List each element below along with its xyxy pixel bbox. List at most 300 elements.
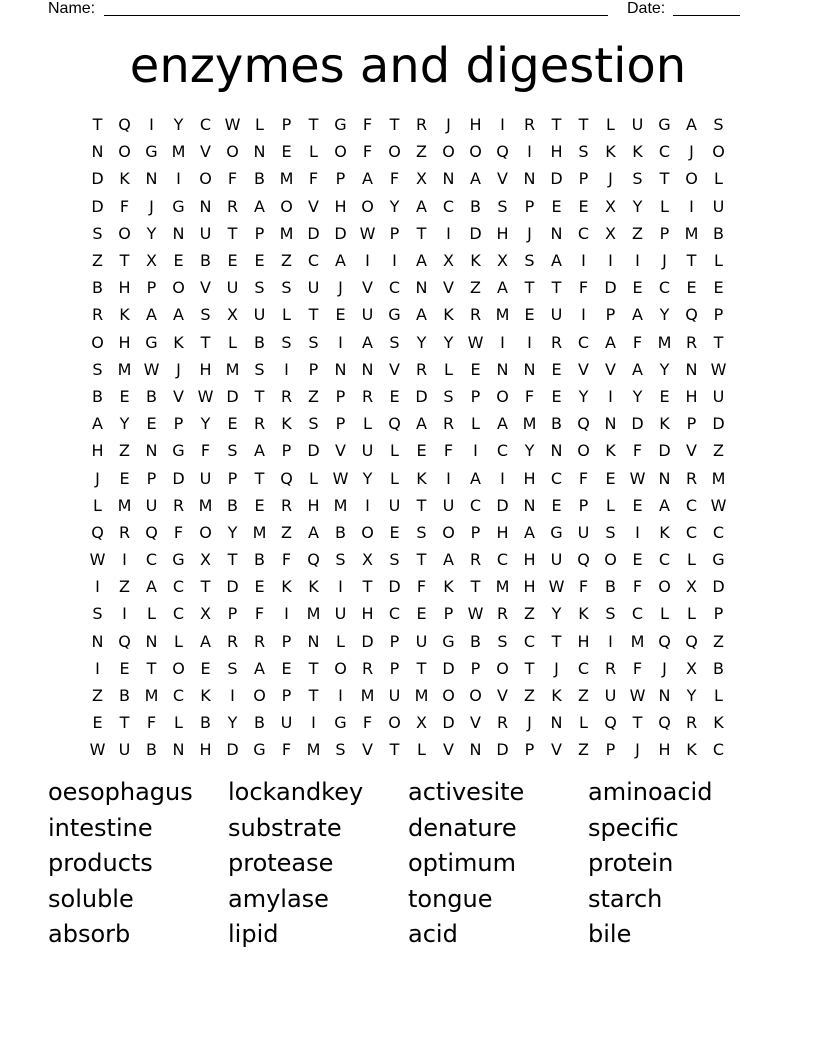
grid-letter[interactable]: K <box>200 686 211 706</box>
grid-letter[interactable]: I <box>230 686 235 706</box>
grid-letter[interactable]: E <box>119 468 130 488</box>
grid-letter[interactable]: P <box>713 604 724 624</box>
grid-letter[interactable]: H <box>523 468 536 488</box>
grid-letter[interactable]: A <box>200 631 211 651</box>
grid-letter[interactable]: M <box>495 305 510 325</box>
grid-letter[interactable]: O <box>334 142 347 162</box>
grid-letter[interactable]: K <box>632 142 643 162</box>
grid-letter[interactable]: I <box>500 468 505 488</box>
grid-letter[interactable]: I <box>581 251 586 271</box>
grid-letter[interactable]: I <box>311 713 316 733</box>
grid-letter[interactable]: F <box>281 550 292 570</box>
grid-letter[interactable]: Z <box>578 740 589 760</box>
grid-letter[interactable]: J <box>527 223 532 243</box>
grid-letter[interactable]: L <box>309 142 318 162</box>
grid-letter[interactable]: C <box>199 115 212 135</box>
grid-letter[interactable]: J <box>176 359 181 379</box>
grid-letter[interactable]: U <box>631 115 644 135</box>
grid-letter[interactable]: G <box>145 332 158 352</box>
grid-letter[interactable]: N <box>658 686 671 706</box>
grid-letter[interactable]: F <box>632 658 643 678</box>
grid-letter[interactable]: B <box>470 196 481 216</box>
grid-letter[interactable]: P <box>308 359 319 379</box>
grid-letter[interactable]: C <box>631 604 644 624</box>
grid-letter[interactable]: J <box>95 468 100 488</box>
grid-letter[interactable]: K <box>173 332 184 352</box>
grid-letter[interactable]: Q <box>604 713 617 733</box>
grid-letter[interactable]: A <box>605 332 616 352</box>
grid-letter[interactable]: C <box>550 468 563 488</box>
grid-letter[interactable]: A <box>551 251 562 271</box>
grid-letter[interactable]: E <box>416 441 427 461</box>
grid-letter[interactable]: W <box>467 332 484 352</box>
grid-letter[interactable]: S <box>281 278 292 298</box>
grid-letter[interactable]: B <box>470 631 481 651</box>
grid-letter[interactable]: F <box>173 522 184 542</box>
grid-letter[interactable]: S <box>389 550 400 570</box>
grid-letter[interactable]: H <box>469 115 482 135</box>
grid-letter[interactable]: Q <box>496 142 509 162</box>
grid-letter[interactable]: N <box>550 713 563 733</box>
grid-letter[interactable]: I <box>608 631 613 651</box>
grid-letter[interactable]: K <box>551 686 562 706</box>
grid-letter[interactable]: V <box>605 359 616 379</box>
grid-letter[interactable]: R <box>469 550 482 570</box>
grid-letter[interactable]: B <box>146 386 157 406</box>
grid-letter[interactable]: L <box>336 631 345 651</box>
grid-letter[interactable]: I <box>527 332 532 352</box>
grid-letter[interactable]: I <box>608 386 613 406</box>
grid-letter[interactable]: P <box>713 305 724 325</box>
grid-letter[interactable]: L <box>390 468 399 488</box>
grid-letter[interactable]: T <box>389 740 400 760</box>
grid-letter[interactable]: A <box>686 115 697 135</box>
grid-letter[interactable]: C <box>577 658 590 678</box>
grid-letter[interactable]: P <box>578 495 589 515</box>
grid-letter[interactable]: E <box>146 414 157 434</box>
grid-letter[interactable]: N <box>172 223 185 243</box>
grid-letter[interactable]: O <box>496 658 509 678</box>
grid-letter[interactable]: I <box>365 251 370 271</box>
grid-letter[interactable]: T <box>362 577 373 597</box>
grid-letter[interactable]: I <box>95 577 100 597</box>
grid-letter[interactable]: W <box>359 223 376 243</box>
grid-letter[interactable]: Y <box>686 686 697 706</box>
grid-letter[interactable]: B <box>92 386 103 406</box>
grid-letter[interactable]: S <box>335 550 346 570</box>
grid-letter[interactable]: P <box>605 305 616 325</box>
grid-letter[interactable]: W <box>89 740 106 760</box>
grid-letter[interactable]: O <box>712 142 725 162</box>
grid-letter[interactable]: U <box>118 740 131 760</box>
grid-letter[interactable]: L <box>174 631 183 651</box>
grid-letter[interactable]: Z <box>632 223 643 243</box>
grid-letter[interactable]: M <box>684 223 699 243</box>
grid-letter[interactable]: B <box>200 713 211 733</box>
grid-letter[interactable]: M <box>198 495 213 515</box>
grid-letter[interactable]: X <box>686 577 697 597</box>
grid-letter[interactable]: J <box>662 658 667 678</box>
grid-letter[interactable]: L <box>687 604 696 624</box>
grid-letter[interactable]: J <box>608 169 613 189</box>
grid-letter[interactable]: Y <box>632 386 643 406</box>
grid-letter[interactable]: Q <box>118 631 131 651</box>
grid-letter[interactable]: F <box>362 142 373 162</box>
grid-letter[interactable]: V <box>470 713 481 733</box>
grid-letter[interactable]: W <box>467 604 484 624</box>
grid-letter[interactable]: O <box>172 658 185 678</box>
grid-letter[interactable]: W <box>224 115 241 135</box>
grid-letter[interactable]: B <box>146 740 157 760</box>
grid-letter[interactable]: J <box>554 658 559 678</box>
grid-letter[interactable]: I <box>635 251 640 271</box>
grid-letter[interactable]: M <box>711 468 726 488</box>
grid-letter[interactable]: I <box>149 115 154 135</box>
grid-letter[interactable]: I <box>176 169 181 189</box>
grid-letter[interactable]: O <box>442 686 455 706</box>
grid-letter[interactable]: Y <box>119 414 130 434</box>
grid-letter[interactable]: J <box>149 196 154 216</box>
grid-letter[interactable]: N <box>172 740 185 760</box>
grid-letter[interactable]: X <box>200 550 211 570</box>
grid-letter[interactable]: E <box>416 604 427 624</box>
grid-letter[interactable]: E <box>254 577 265 597</box>
grid-letter[interactable]: K <box>605 441 616 461</box>
grid-letter[interactable]: S <box>605 522 616 542</box>
grid-letter[interactable]: L <box>606 115 615 135</box>
grid-letter[interactable]: L <box>309 468 318 488</box>
grid-letter[interactable]: F <box>443 441 454 461</box>
grid-letter[interactable]: O <box>658 577 671 597</box>
grid-letter[interactable]: L <box>444 359 453 379</box>
grid-letter[interactable]: J <box>338 278 343 298</box>
grid-letter[interactable]: W <box>332 468 349 488</box>
grid-letter[interactable]: J <box>527 713 532 733</box>
grid-letter[interactable]: O <box>118 142 131 162</box>
grid-letter[interactable]: I <box>500 332 505 352</box>
grid-letter[interactable]: I <box>446 468 451 488</box>
grid-letter[interactable]: F <box>578 468 589 488</box>
grid-letter[interactable]: D <box>658 441 671 461</box>
grid-letter[interactable]: V <box>578 359 589 379</box>
grid-letter[interactable]: U <box>415 631 428 651</box>
grid-letter[interactable]: C <box>658 278 671 298</box>
grid-letter[interactable]: W <box>548 577 565 597</box>
grid-letter[interactable]: K <box>119 305 130 325</box>
grid-letter[interactable]: G <box>172 550 185 570</box>
grid-letter[interactable]: X <box>605 196 616 216</box>
grid-letter[interactable]: Y <box>146 223 157 243</box>
grid-letter[interactable]: L <box>363 414 372 434</box>
grid-letter[interactable]: V <box>686 441 697 461</box>
grid-letter[interactable]: A <box>308 522 319 542</box>
grid-letter[interactable]: N <box>307 631 320 651</box>
grid-letter[interactable]: H <box>523 577 536 597</box>
grid-letter[interactable]: P <box>389 631 400 651</box>
grid-letter[interactable]: I <box>689 196 694 216</box>
grid-letter[interactable]: R <box>442 414 455 434</box>
grid-letter[interactable]: L <box>660 196 669 216</box>
grid-letter[interactable]: M <box>657 332 672 352</box>
grid-letter[interactable]: E <box>119 658 130 678</box>
grid-letter[interactable]: I <box>95 658 100 678</box>
grid-letter[interactable]: N <box>442 169 455 189</box>
grid-letter[interactable]: P <box>281 441 292 461</box>
grid-letter[interactable]: M <box>144 686 159 706</box>
grid-letter[interactable]: I <box>500 115 505 135</box>
grid-letter[interactable]: R <box>415 115 428 135</box>
grid-letter[interactable]: F <box>308 169 319 189</box>
grid-letter[interactable]: G <box>172 441 185 461</box>
grid-letter[interactable]: C <box>145 550 158 570</box>
grid-letter[interactable]: Y <box>443 332 454 352</box>
grid-letter[interactable]: T <box>551 115 562 135</box>
grid-letter[interactable]: T <box>659 169 670 189</box>
grid-letter[interactable]: Y <box>524 441 535 461</box>
grid-letter[interactable]: M <box>171 142 186 162</box>
grid-letter[interactable]: T <box>308 115 319 135</box>
grid-letter[interactable]: D <box>91 196 104 216</box>
grid-letter[interactable]: D <box>496 495 509 515</box>
grid-letter[interactable]: B <box>713 223 724 243</box>
grid-letter[interactable]: E <box>659 386 670 406</box>
grid-letter[interactable]: Z <box>524 604 535 624</box>
grid-letter[interactable]: V <box>173 386 184 406</box>
grid-letter[interactable]: M <box>306 740 321 760</box>
grid-letter[interactable]: W <box>89 550 106 570</box>
grid-letter[interactable]: F <box>578 577 589 597</box>
grid-letter[interactable]: U <box>388 686 401 706</box>
grid-letter[interactable]: Z <box>281 522 292 542</box>
grid-letter[interactable]: A <box>497 414 508 434</box>
grid-letter[interactable]: P <box>659 223 670 243</box>
grid-letter[interactable]: I <box>392 251 397 271</box>
grid-letter[interactable]: E <box>119 386 130 406</box>
grid-letter[interactable]: E <box>389 386 400 406</box>
grid-letter[interactable]: E <box>92 713 103 733</box>
grid-letter[interactable]: L <box>255 115 264 135</box>
grid-letter[interactable]: X <box>416 713 427 733</box>
grid-letter[interactable]: I <box>338 686 343 706</box>
grid-letter[interactable]: T <box>389 115 400 135</box>
grid-letter[interactable]: P <box>227 604 238 624</box>
grid-letter[interactable]: N <box>334 359 347 379</box>
grid-letter[interactable]: P <box>173 414 184 434</box>
grid-letter[interactable]: R <box>685 332 698 352</box>
grid-letter[interactable]: X <box>146 251 157 271</box>
grid-letter[interactable]: Y <box>551 604 562 624</box>
grid-letter[interactable]: K <box>308 577 319 597</box>
grid-letter[interactable]: D <box>361 631 374 651</box>
grid-letter[interactable]: N <box>415 278 428 298</box>
grid-letter[interactable]: A <box>254 658 265 678</box>
grid-letter[interactable]: L <box>174 713 183 733</box>
grid-letter[interactable]: I <box>446 223 451 243</box>
grid-letter[interactable]: W <box>197 386 214 406</box>
grid-letter[interactable]: L <box>687 550 696 570</box>
grid-letter[interactable]: A <box>362 169 373 189</box>
grid-letter[interactable]: B <box>92 278 103 298</box>
grid-letter[interactable]: H <box>118 332 131 352</box>
grid-letter[interactable]: M <box>495 577 510 597</box>
grid-letter[interactable]: V <box>443 278 454 298</box>
grid-letter[interactable]: A <box>416 251 427 271</box>
grid-letter[interactable]: U <box>280 713 293 733</box>
grid-letter[interactable]: E <box>281 658 292 678</box>
grid-letter[interactable]: M <box>333 495 348 515</box>
grid-letter[interactable]: H <box>91 441 104 461</box>
grid-letter[interactable]: C <box>172 604 185 624</box>
grid-letter[interactable]: H <box>118 278 131 298</box>
grid-letter[interactable]: T <box>416 658 427 678</box>
grid-letter[interactable]: Z <box>416 142 427 162</box>
grid-letter[interactable]: P <box>443 604 454 624</box>
grid-letter[interactable]: S <box>92 359 103 379</box>
grid-letter[interactable]: P <box>281 686 292 706</box>
grid-letter[interactable]: L <box>606 495 615 515</box>
grid-letter[interactable]: B <box>335 522 346 542</box>
grid-letter[interactable]: Q <box>685 631 698 651</box>
grid-letter[interactable]: P <box>389 658 400 678</box>
grid-letter[interactable]: P <box>389 223 400 243</box>
grid-letter[interactable]: A <box>254 196 265 216</box>
grid-letter[interactable]: R <box>496 713 509 733</box>
grid-letter[interactable]: B <box>254 169 265 189</box>
grid-letter[interactable]: C <box>658 142 671 162</box>
grid-letter[interactable]: K <box>605 142 616 162</box>
grid-letter[interactable]: C <box>685 495 698 515</box>
grid-letter[interactable]: R <box>118 522 131 542</box>
grid-letter[interactable]: P <box>578 169 589 189</box>
grid-letter[interactable]: A <box>92 414 103 434</box>
grid-letter[interactable]: C <box>496 441 509 461</box>
grid-letter[interactable]: C <box>442 196 455 216</box>
grid-letter[interactable]: F <box>146 713 157 733</box>
grid-letter[interactable]: R <box>280 386 293 406</box>
grid-letter[interactable]: S <box>281 332 292 352</box>
grid-letter[interactable]: S <box>308 414 319 434</box>
grid-letter[interactable]: F <box>362 115 373 135</box>
grid-letter[interactable]: N <box>145 631 158 651</box>
grid-letter[interactable]: O <box>469 686 482 706</box>
grid-letter[interactable]: L <box>579 713 588 733</box>
grid-letter[interactable]: X <box>605 223 616 243</box>
grid-letter[interactable]: R <box>361 658 374 678</box>
grid-letter[interactable]: Z <box>92 251 103 271</box>
grid-letter[interactable]: G <box>334 115 347 135</box>
grid-letter[interactable]: L <box>282 305 291 325</box>
grid-letter[interactable]: A <box>632 305 643 325</box>
grid-letter[interactable]: Y <box>362 468 373 488</box>
grid-letter[interactable]: W <box>710 495 727 515</box>
grid-letter[interactable]: S <box>605 604 616 624</box>
grid-letter[interactable]: Z <box>470 278 481 298</box>
grid-letter[interactable]: G <box>172 196 185 216</box>
grid-letter[interactable]: O <box>118 223 131 243</box>
grid-letter[interactable]: B <box>227 495 238 515</box>
grid-letter[interactable]: L <box>147 604 156 624</box>
grid-letter[interactable]: D <box>172 468 185 488</box>
grid-letter[interactable]: Q <box>307 550 320 570</box>
grid-letter[interactable]: Z <box>713 631 724 651</box>
grid-letter[interactable]: R <box>280 495 293 515</box>
grid-letter[interactable]: C <box>658 550 671 570</box>
grid-letter[interactable]: D <box>712 577 725 597</box>
grid-letter[interactable]: M <box>279 169 294 189</box>
grid-letter[interactable]: M <box>522 414 537 434</box>
grid-letter[interactable]: K <box>119 169 130 189</box>
grid-letter[interactable]: J <box>635 740 640 760</box>
grid-letter[interactable]: C <box>388 278 401 298</box>
grid-letter[interactable]: O <box>226 142 239 162</box>
grid-letter[interactable]: E <box>524 305 535 325</box>
grid-letter[interactable]: D <box>442 713 455 733</box>
grid-letter[interactable]: O <box>388 142 401 162</box>
grid-letter[interactable]: M <box>117 359 132 379</box>
grid-letter[interactable]: O <box>361 522 374 542</box>
grid-letter[interactable]: A <box>470 468 481 488</box>
grid-letter[interactable]: X <box>686 658 697 678</box>
grid-letter[interactable]: M <box>414 686 429 706</box>
grid-letter[interactable]: R <box>361 386 374 406</box>
grid-letter[interactable]: P <box>281 115 292 135</box>
grid-letter[interactable]: Y <box>659 359 670 379</box>
grid-letter[interactable]: E <box>389 522 400 542</box>
grid-letter[interactable]: W <box>629 468 646 488</box>
grid-letter[interactable]: M <box>360 686 375 706</box>
grid-letter[interactable]: O <box>199 522 212 542</box>
grid-letter[interactable]: A <box>146 305 157 325</box>
grid-letter[interactable]: P <box>470 522 481 542</box>
grid-letter[interactable]: A <box>497 278 508 298</box>
grid-letter[interactable]: S <box>92 604 103 624</box>
grid-letter[interactable]: U <box>334 604 347 624</box>
grid-letter[interactable]: T <box>200 577 211 597</box>
grid-letter[interactable]: D <box>307 441 320 461</box>
grid-letter[interactable]: F <box>362 713 373 733</box>
grid-letter[interactable]: O <box>334 658 347 678</box>
grid-letter[interactable]: Q <box>658 631 671 651</box>
grid-letter[interactable]: U <box>550 305 563 325</box>
grid-letter[interactable]: D <box>226 740 239 760</box>
grid-letter[interactable]: T <box>254 386 265 406</box>
grid-letter[interactable]: Y <box>227 713 238 733</box>
grid-letter[interactable]: F <box>281 740 292 760</box>
grid-letter[interactable]: T <box>92 115 103 135</box>
grid-letter[interactable]: C <box>496 550 509 570</box>
grid-letter[interactable]: U <box>361 305 374 325</box>
grid-letter[interactable]: F <box>227 169 238 189</box>
grid-letter[interactable]: M <box>630 631 645 651</box>
grid-letter[interactable]: T <box>686 251 697 271</box>
grid-letter[interactable]: N <box>523 495 536 515</box>
grid-letter[interactable]: A <box>659 495 670 515</box>
grid-letter[interactable]: G <box>658 115 671 135</box>
grid-letter[interactable]: Z <box>578 686 589 706</box>
grid-letter[interactable]: E <box>551 386 562 406</box>
grid-letter[interactable]: X <box>362 550 373 570</box>
grid-letter[interactable]: B <box>551 414 562 434</box>
grid-letter[interactable]: N <box>550 441 563 461</box>
grid-letter[interactable]: V <box>335 441 346 461</box>
grid-letter[interactable]: E <box>335 305 346 325</box>
grid-letter[interactable]: A <box>632 359 643 379</box>
grid-letter[interactable]: U <box>604 686 617 706</box>
grid-letter[interactable]: U <box>388 495 401 515</box>
grid-letter[interactable]: E <box>632 550 643 570</box>
grid-letter[interactable]: I <box>635 522 640 542</box>
grid-letter[interactable]: T <box>146 658 157 678</box>
